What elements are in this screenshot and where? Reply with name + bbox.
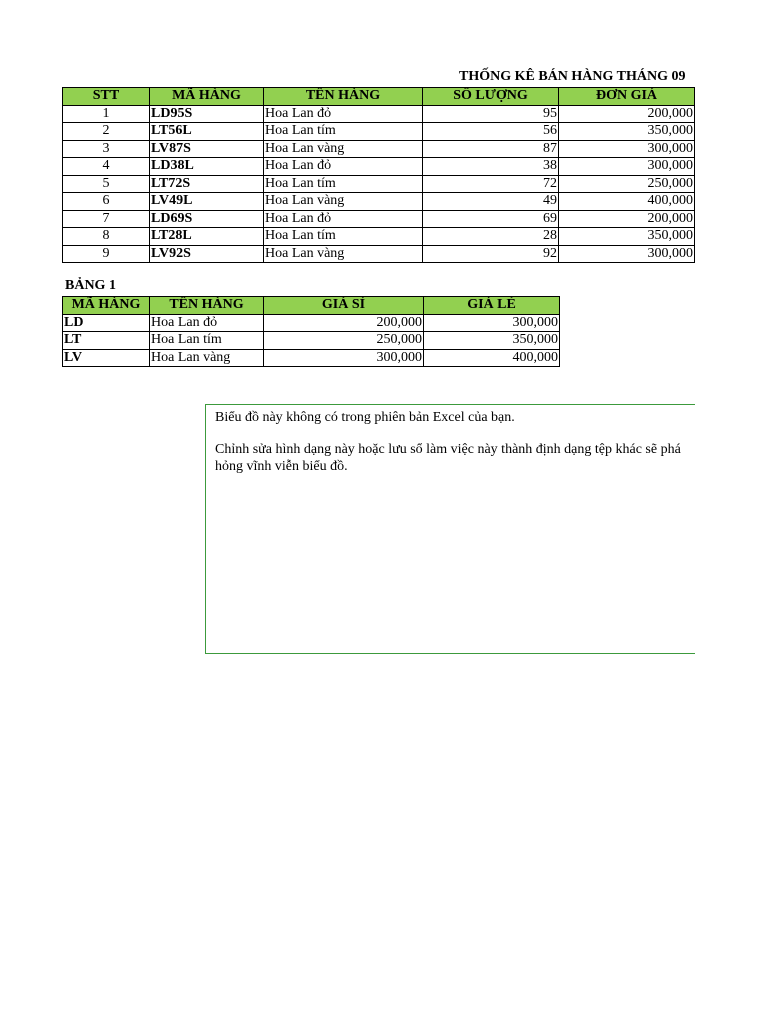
chart-placeholder-shape[interactable] (205, 404, 705, 654)
price-table (62, 296, 560, 367)
header-ten-hang[interactable]: TÊN HÀNG (264, 88, 423, 106)
cell-ma-hang[interactable]: LV (63, 349, 150, 367)
cell-don-gia[interactable]: 250,000 (559, 175, 695, 193)
cell-ma-hang[interactable]: LT28L (150, 228, 264, 246)
header-ten-hang[interactable]: TÊN HÀNG (150, 297, 264, 315)
cell-ma-hang[interactable]: LD95S (150, 105, 264, 123)
cell-don-gia[interactable]: 200,000 (559, 210, 695, 228)
cell-ten-hang[interactable]: Hoa Lan đỏ (150, 314, 264, 332)
page-edge-cover (695, 395, 768, 665)
cell-stt[interactable]: 3 (63, 140, 150, 158)
chart-unsupported-message: Biểu đồ này không có trong phiên bản Excel của bạn. (215, 410, 515, 425)
cell-don-gia[interactable]: 300,000 (559, 245, 695, 263)
table-row (63, 158, 695, 176)
cell-gia-le[interactable]: 300,000 (424, 314, 560, 332)
cell-gia-le[interactable]: 400,000 (424, 349, 560, 367)
cell-ten-hang[interactable]: Hoa Lan tím (264, 175, 423, 193)
cell-stt[interactable]: 6 (63, 193, 150, 211)
cell-ma-hang[interactable]: LV92S (150, 245, 264, 263)
chart-edit-warning: Chỉnh sửa hình dạng này hoặc lưu sổ làm việc này thành định dạng tệp khác sẽ phá hỏng vĩnh viễn biểu đồ. (215, 442, 681, 474)
cell-stt[interactable]: 5 (63, 175, 150, 193)
table-row (63, 140, 695, 158)
cell-don-gia[interactable]: 300,000 (559, 140, 695, 158)
cell-don-gia[interactable]: 400,000 (559, 193, 695, 211)
cell-ten-hang[interactable]: Hoa Lan đỏ (264, 105, 423, 123)
cell-so-luong[interactable]: 72 (423, 175, 559, 193)
sales-table (62, 87, 695, 263)
table-row (63, 210, 695, 228)
header-so-luong[interactable]: SỐ LƯỢNG (423, 88, 559, 106)
table-row (63, 349, 560, 367)
cell-so-luong[interactable]: 87 (423, 140, 559, 158)
table-row (63, 193, 695, 211)
cell-don-gia[interactable]: 350,000 (559, 228, 695, 246)
cell-ten-hang[interactable]: Hoa Lan tím (150, 332, 264, 350)
cell-ma-hang[interactable]: LT (63, 332, 150, 350)
header-ma-hang[interactable]: MÃ HÀNG (63, 297, 150, 315)
cell-ten-hang[interactable]: Hoa Lan vàng (264, 193, 423, 211)
table-row (63, 245, 695, 263)
cell-ten-hang[interactable]: Hoa Lan đỏ (264, 210, 423, 228)
cell-gia-si[interactable]: 300,000 (264, 349, 424, 367)
cell-don-gia[interactable]: 350,000 (559, 123, 695, 141)
cell-stt[interactable]: 8 (63, 228, 150, 246)
cell-ma-hang[interactable]: LV49L (150, 193, 264, 211)
cell-ma-hang[interactable]: LT56L (150, 123, 264, 141)
cell-gia-si[interactable]: 200,000 (264, 314, 424, 332)
table-row (63, 228, 695, 246)
sales-table-header-row (63, 88, 695, 106)
table-row (63, 332, 560, 350)
cell-don-gia[interactable]: 300,000 (559, 158, 695, 176)
cell-ma-hang[interactable]: LD38L (150, 158, 264, 176)
cell-ten-hang[interactable]: Hoa Lan tím (264, 123, 423, 141)
cell-ten-hang[interactable]: Hoa Lan đỏ (264, 158, 423, 176)
cell-so-luong[interactable]: 28 (423, 228, 559, 246)
cell-so-luong[interactable]: 92 (423, 245, 559, 263)
cell-don-gia[interactable]: 200,000 (559, 105, 695, 123)
cell-ten-hang[interactable]: Hoa Lan vàng (150, 349, 264, 367)
cell-ma-hang[interactable]: LD69S (150, 210, 264, 228)
header-ma-hang[interactable]: MÃ HÀNG (150, 88, 264, 106)
cell-ma-hang[interactable]: LT72S (150, 175, 264, 193)
cell-stt[interactable]: 7 (63, 210, 150, 228)
cell-gia-le[interactable]: 350,000 (424, 332, 560, 350)
cell-stt[interactable]: 2 (63, 123, 150, 141)
price-table-header-row (63, 297, 560, 315)
cell-ma-hang[interactable]: LD (63, 314, 150, 332)
cell-so-luong[interactable]: 69 (423, 210, 559, 228)
cell-so-luong[interactable]: 95 (423, 105, 559, 123)
cell-ten-hang[interactable]: Hoa Lan tím (264, 228, 423, 246)
cell-ten-hang[interactable]: Hoa Lan vàng (264, 140, 423, 158)
cell-ten-hang[interactable]: Hoa Lan vàng (264, 245, 423, 263)
table2-label: BẢNG 1 (65, 278, 116, 293)
cell-so-luong[interactable]: 56 (423, 123, 559, 141)
cell-stt[interactable]: 9 (63, 245, 150, 263)
header-don-gia[interactable]: ĐƠN GIÁ (559, 88, 695, 106)
cell-so-luong[interactable]: 38 (423, 158, 559, 176)
table-row (63, 105, 695, 123)
cell-gia-si[interactable]: 250,000 (264, 332, 424, 350)
cell-ma-hang[interactable]: LV87S (150, 140, 264, 158)
table-row (63, 314, 560, 332)
cell-stt[interactable]: 1 (63, 105, 150, 123)
cell-so-luong[interactable]: 49 (423, 193, 559, 211)
cell-stt[interactable]: 4 (63, 158, 150, 176)
header-stt[interactable]: STT (63, 88, 150, 106)
table-row (63, 123, 695, 141)
header-gia-le[interactable]: GIÁ LẺ (424, 297, 560, 315)
table-row (63, 175, 695, 193)
sheet-title: THỐNG KÊ BÁN HÀNG THÁNG 09 (459, 69, 686, 84)
header-gia-si[interactable]: GIÁ SỈ (264, 297, 424, 315)
